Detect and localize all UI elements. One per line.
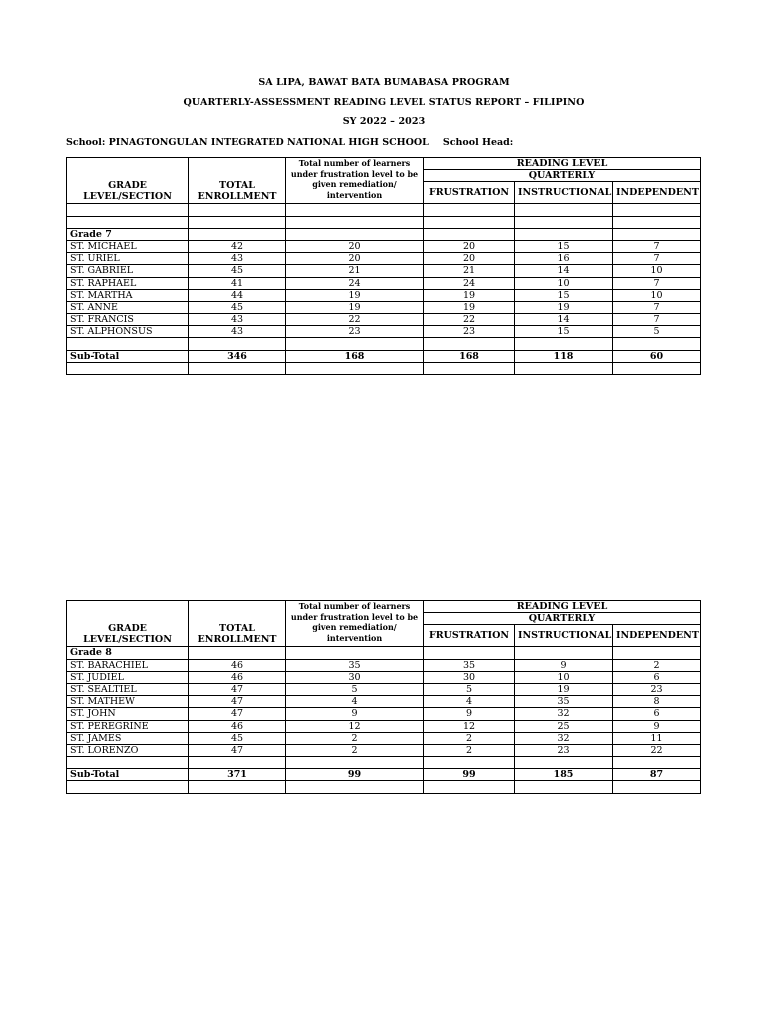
blank-row	[67, 362, 701, 374]
grade7-table	[66, 157, 701, 375]
enrollment-cell: 45	[189, 301, 286, 313]
subtotal-frustration: 168	[424, 350, 515, 362]
subtotal-row	[67, 350, 701, 362]
subtotal-row	[67, 769, 701, 781]
independent-cell: 7	[613, 253, 701, 265]
col-enrollment-header: TOTAL ENROLLMENT	[189, 158, 286, 204]
independent-cell: 11	[613, 732, 701, 744]
frustration-cell: 20	[424, 240, 515, 252]
enrollment-cell: 42	[189, 240, 286, 252]
instructional-cell: 14	[515, 314, 613, 326]
instructional-cell: 23	[515, 744, 613, 756]
frustration-cell: 23	[424, 326, 515, 338]
blank-row	[67, 204, 701, 216]
subtotal-label: Sub-Total	[67, 769, 189, 781]
remediation-cell: 24	[286, 277, 424, 289]
remediation-cell: 19	[286, 301, 424, 313]
instructional-cell: 32	[515, 708, 613, 720]
grade-label: Grade 7	[67, 228, 189, 240]
section-name: ST. RAPHAEL	[67, 277, 189, 289]
table-row	[67, 314, 701, 326]
instructional-cell: 10	[515, 277, 613, 289]
enrollment-cell: 43	[189, 314, 286, 326]
col-grade-header: GRADE LEVEL/SECTION	[67, 601, 189, 647]
section-name: ST. FRANCIS	[67, 314, 189, 326]
subtotal-remediation: 99	[286, 769, 424, 781]
blank-row	[67, 216, 701, 228]
section-name: ST. GABRIEL	[67, 265, 189, 277]
independent-cell: 7	[613, 277, 701, 289]
subtotal-remediation: 168	[286, 350, 424, 362]
col-instructional-header: INSTRUCTIONAL	[515, 625, 613, 647]
table-row	[67, 683, 701, 695]
enrollment-cell: 41	[189, 277, 286, 289]
independent-cell: 10	[613, 265, 701, 277]
table-row	[67, 696, 701, 708]
table-row	[67, 289, 701, 301]
col-independent-header: INDEPENDENT	[613, 625, 701, 647]
reading-level-header: READING LEVEL	[424, 601, 701, 613]
col-independent-header: INDEPENDENT	[613, 182, 701, 204]
frustration-cell: 19	[424, 301, 515, 313]
instructional-cell: 15	[515, 289, 613, 301]
section-name: ST. JOHN	[67, 708, 189, 720]
section-name: ST. MATHEW	[67, 696, 189, 708]
frustration-cell: 24	[424, 277, 515, 289]
independent-cell: 5	[613, 326, 701, 338]
enrollment-cell: 47	[189, 683, 286, 695]
independent-cell: 23	[613, 683, 701, 695]
remediation-cell: 9	[286, 708, 424, 720]
table-row	[67, 659, 701, 671]
enrollment-cell: 44	[189, 289, 286, 301]
blank-row	[67, 781, 701, 793]
subtotal-label: Sub-Total	[67, 350, 189, 362]
school-head-label: School Head:	[442, 137, 514, 148]
frustration-cell: 2	[424, 732, 515, 744]
table-row	[67, 240, 701, 252]
remediation-cell: 22	[286, 314, 424, 326]
frustration-cell: 4	[424, 696, 515, 708]
enrollment-cell: 45	[189, 732, 286, 744]
header-row-1	[67, 158, 701, 170]
instructional-cell: 25	[515, 720, 613, 732]
instructional-cell: 9	[515, 659, 613, 671]
independent-cell: 7	[613, 301, 701, 313]
independent-cell: 6	[613, 708, 701, 720]
table-row	[67, 708, 701, 720]
subtotal-instructional: 185	[515, 769, 613, 781]
frustration-cell: 19	[424, 289, 515, 301]
frustration-cell: 9	[424, 708, 515, 720]
frustration-cell: 12	[424, 720, 515, 732]
remediation-cell: 12	[286, 720, 424, 732]
remediation-cell: 30	[286, 671, 424, 683]
remediation-cell: 2	[286, 744, 424, 756]
frustration-cell: 30	[424, 671, 515, 683]
frustration-cell: 21	[424, 265, 515, 277]
instructional-cell: 14	[515, 265, 613, 277]
remediation-cell: 21	[286, 265, 424, 277]
section-name: ST. JUDIEL	[67, 671, 189, 683]
frustration-cell: 22	[424, 314, 515, 326]
table-row	[67, 277, 701, 289]
program-title: SA LIPA, BAWAT BATA BUMABASA PROGRAM	[258, 77, 510, 88]
table-row	[67, 744, 701, 756]
quarterly-header: QUARTERLY	[424, 613, 701, 625]
remediation-cell: 23	[286, 326, 424, 338]
enrollment-cell: 47	[189, 744, 286, 756]
col-remediation-header: Total number of learners under frustration level to be given remediation/ intervention	[286, 601, 424, 647]
section-name: ST. JAMES	[67, 732, 189, 744]
independent-cell: 9	[613, 720, 701, 732]
remediation-cell: 4	[286, 696, 424, 708]
independent-cell: 22	[613, 744, 701, 756]
enrollment-cell: 45	[189, 265, 286, 277]
instructional-cell: 32	[515, 732, 613, 744]
table-row	[67, 732, 701, 744]
remediation-cell: 20	[286, 240, 424, 252]
grade8-table	[66, 600, 701, 794]
subtotal-independent: 60	[613, 350, 701, 362]
school-year: SY 2022 – 2023	[342, 116, 426, 127]
table-row	[67, 301, 701, 313]
subtotal-enrollment: 371	[189, 769, 286, 781]
col-instructional-header: INSTRUCTIONAL	[515, 182, 613, 204]
enrollment-cell: 46	[189, 659, 286, 671]
blank-row	[67, 338, 701, 350]
enrollment-cell: 47	[189, 708, 286, 720]
independent-cell: 6	[613, 671, 701, 683]
enrollment-cell: 46	[189, 720, 286, 732]
remediation-cell: 20	[286, 253, 424, 265]
section-name: ST. PEREGRINE	[67, 720, 189, 732]
col-remediation-header: Total number of learners under frustration level to be given remediation/ intervention	[286, 158, 424, 204]
frustration-cell: 5	[424, 683, 515, 695]
instructional-cell: 16	[515, 253, 613, 265]
report-title: QUARTERLY-ASSESSMENT READING LEVEL STATUS REPORT – FILIPINO	[183, 97, 585, 108]
section-name: ST. LORENZO	[67, 744, 189, 756]
blank-row	[67, 757, 701, 769]
section-name: ST. SEALTIEL	[67, 683, 189, 695]
instructional-cell: 19	[515, 301, 613, 313]
section-name: ST. ALPHONSUS	[67, 326, 189, 338]
enrollment-cell: 46	[189, 671, 286, 683]
subtotal-independent: 87	[613, 769, 701, 781]
independent-cell: 7	[613, 240, 701, 252]
section-name: ST. URIEL	[67, 253, 189, 265]
table-row	[67, 720, 701, 732]
col-enrollment-header: TOTAL ENROLLMENT	[189, 601, 286, 647]
col-grade-header: GRADE LEVEL/SECTION	[67, 158, 189, 204]
frustration-cell: 2	[424, 744, 515, 756]
header-row-1	[67, 601, 701, 613]
section-name: ST. MARTHA	[67, 289, 189, 301]
school-line	[66, 137, 513, 148]
remediation-cell: 2	[286, 732, 424, 744]
col-frustration-header: FRUSTRATION	[424, 625, 515, 647]
enrollment-cell: 43	[189, 253, 286, 265]
frustration-cell: 20	[424, 253, 515, 265]
subtotal-enrollment: 346	[189, 350, 286, 362]
col-frustration-header: FRUSTRATION	[424, 182, 515, 204]
table-row	[67, 326, 701, 338]
reading-level-header: READING LEVEL	[424, 158, 701, 170]
independent-cell: 10	[613, 289, 701, 301]
subtotal-frustration: 99	[424, 769, 515, 781]
independent-cell: 2	[613, 659, 701, 671]
frustration-cell: 35	[424, 659, 515, 671]
remediation-cell: 35	[286, 659, 424, 671]
instructional-cell: 15	[515, 326, 613, 338]
instructional-cell: 19	[515, 683, 613, 695]
section-name: ST. ANNE	[67, 301, 189, 313]
instructional-cell: 35	[515, 696, 613, 708]
instructional-cell: 15	[515, 240, 613, 252]
school-name: School: PINAGTONGULAN INTEGRATED NATIONAL HIGH SCHOOL	[66, 137, 429, 148]
remediation-cell: 19	[286, 289, 424, 301]
subtotal-instructional: 118	[515, 350, 613, 362]
table-row	[67, 671, 701, 683]
grade-label-row	[67, 647, 701, 659]
table-row	[67, 265, 701, 277]
grade-label-row	[67, 228, 701, 240]
enrollment-cell: 47	[189, 696, 286, 708]
section-name: ST. BARACHIEL	[67, 659, 189, 671]
section-name: ST. MICHAEL	[67, 240, 189, 252]
enrollment-cell: 43	[189, 326, 286, 338]
independent-cell: 8	[613, 696, 701, 708]
remediation-cell: 5	[286, 683, 424, 695]
instructional-cell: 10	[515, 671, 613, 683]
independent-cell: 7	[613, 314, 701, 326]
table-row	[67, 253, 701, 265]
quarterly-header: QUARTERLY	[424, 170, 701, 182]
grade-label: Grade 8	[67, 647, 189, 659]
